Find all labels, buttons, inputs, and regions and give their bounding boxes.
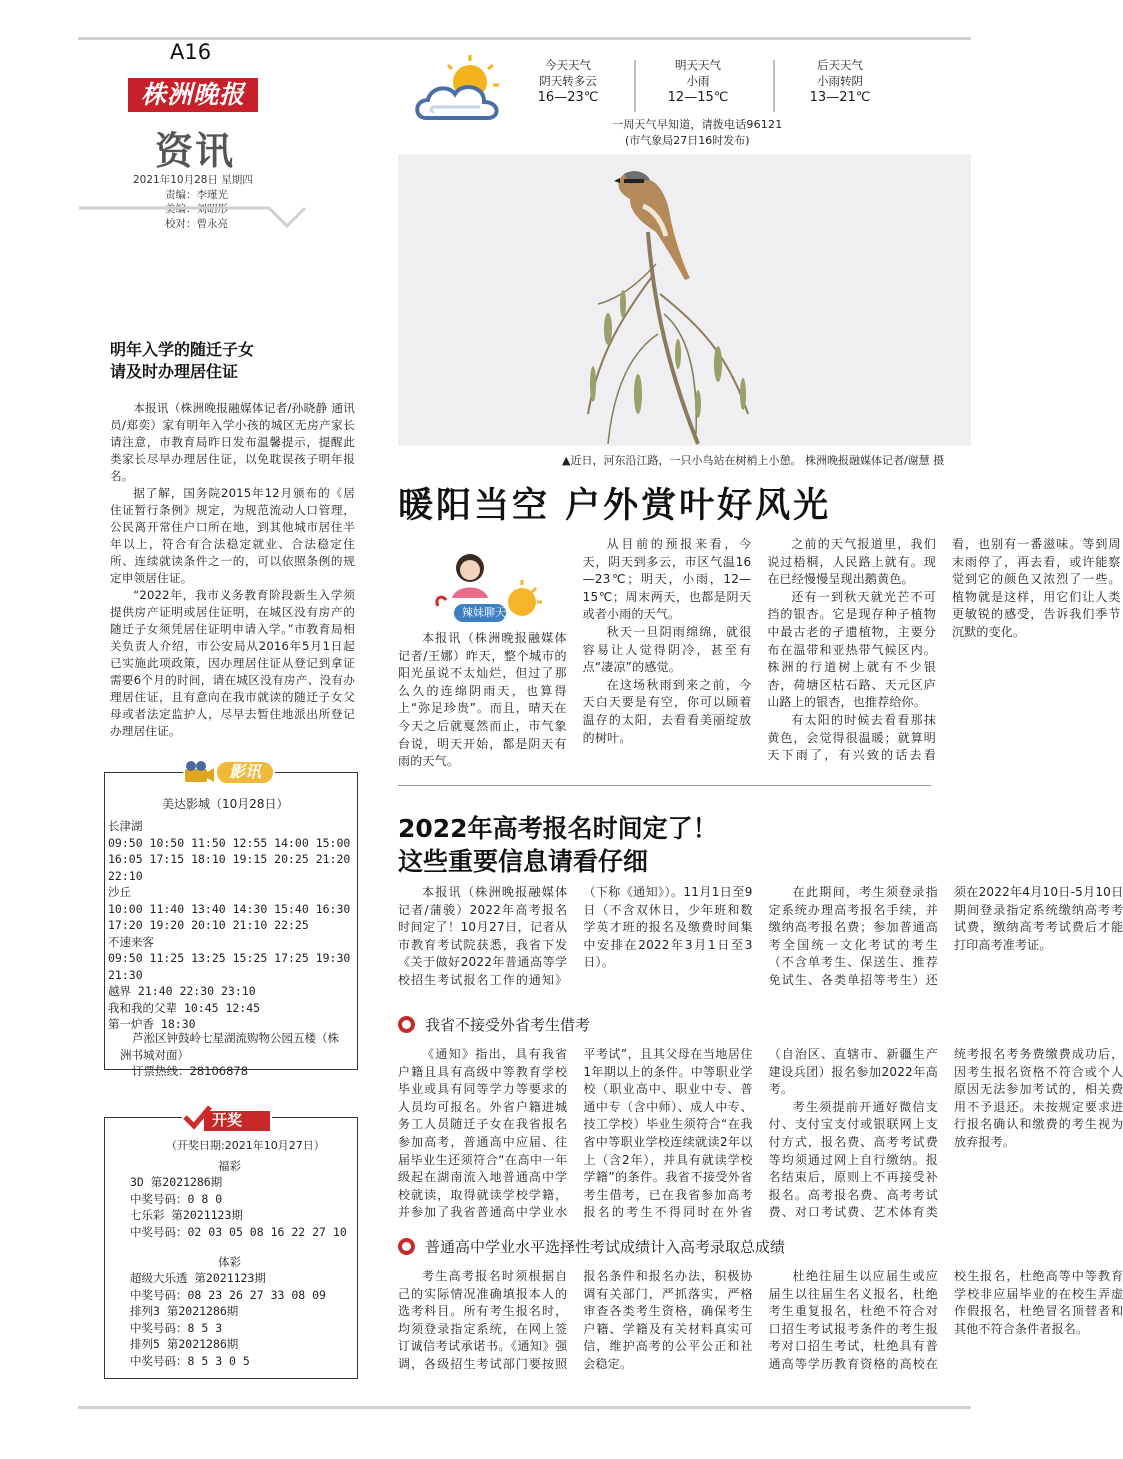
sports-line: 排列5 第2021286期 — [130, 1337, 239, 1351]
cinema-address — [120, 1030, 339, 1080]
left-news-paragraph: 据了解，国务院2015年12月颁布的《居住证暂行条例》规定，为规范流动人口管理，公民离开常住户口所在地，到其他城市居住半年以上，符合有合法稳定就业、合法稳定住所、连续就读条件之一的，可以依照条例的规定申领居住证。 — [110, 486, 355, 585]
weather-source: (市气象局27日16时发布) — [625, 134, 750, 147]
sports-line: 排列3 第2021286期 — [130, 1304, 239, 1318]
showtime-line: 沙丘 — [108, 885, 131, 899]
showtime-line: 越界 21:40 22:30 23:10 — [108, 984, 256, 998]
sports-line: 中奖号码：08 23 26 27 33 08 09 — [130, 1287, 326, 1302]
lottery-badge — [182, 1104, 272, 1132]
left-news-paragraph: 本报讯（株洲晚报融媒体记者/孙晓静 通讯员/郑奕）家有明年入学小孩的城区无房产家长请注意，市教育局昨日发布温馨提示，提醒此类家长尽早办理居住证，以免耽误孩子明年报名。 — [110, 401, 355, 483]
showtime-line: 长津湖 — [108, 819, 143, 833]
column-logo-text: 辣妹聊天 — [462, 606, 506, 619]
gaokao-headline-line2: 这些重要信息请看仔细 — [398, 847, 649, 876]
gaokao-subhead-1-text: 我省不接受外省考生借考 — [425, 1016, 591, 1034]
section-name: 资讯 — [155, 128, 236, 173]
gaokao-sub2-paragraph: 杜绝往届生以应届生或应届生以往届生名义报名，杜绝考生重复报名，杜绝不符合对口招生考试报考条件的考生报考对口招生考试，杜绝具有普通高等学历教育资格的高校在校生报名，杜绝高等中等教育学校非应届毕业的在校生弄虚作假报名，杜绝冒名顶替者和其他不符合条件者报名。 — [768, 1269, 1123, 1371]
gaokao-subhead-2 — [398, 1236, 785, 1257]
welfare-line: 中奖号码：0 8 0 — [130, 1191, 223, 1206]
weather-today-title: 今天天气 — [545, 58, 591, 72]
warm-article-headline: 暖阳当空 户外赏叶好风光 — [398, 486, 832, 526]
welfare-line: 3D 第2021286期 — [130, 1175, 223, 1189]
designer-credit: 美编：刘昭彤 — [165, 203, 228, 215]
cinema-venue: 美达影城（10月28日） — [162, 797, 289, 811]
gaokao-intro-paragraph: 本报讯（株洲晚报融媒体记者/蒲骏）2022年高考报名时间定了！10月27日，记者从市教育考试院获悉，我省下发《关于做好2022年普通高等学校招生考试报名工作的通知》（下称《通知》）。11月1日至9日（不含双休日，少年班和数学英才班的报名及缴费时间集中安排在2022年3月1日至3日）。 — [398, 885, 753, 987]
warm-paragraph: 秋天一旦阴雨绵绵，就很容易让人觉得阴冷，甚至有点“凄凉”的感觉。 — [582, 624, 752, 675]
editor-credit: 责编：李瑾光 — [165, 188, 228, 201]
weather-icon — [410, 52, 510, 132]
top-page-rule — [78, 37, 971, 40]
welfare-heading: 福彩 — [218, 1159, 241, 1173]
page-number: A16 — [170, 40, 212, 64]
lottery-badge-text: 开奖 — [212, 1111, 243, 1129]
warm-paragraph: 有太阳的时候去看看那抹黄色，会觉得很温暖；就算明天下雨了，有兴致的话去看看，也别有一番滋味。等到周末雨停了，再去看，或许能察觉到它的颜色又浓烈了一些。植物就是这样，用它们让人类更敏锐的感受，告诉我们季节沉默的变化。 — [767, 537, 1121, 763]
gaokao-sub2-body — [398, 1268, 1123, 1388]
welfare-line: 七乐彩 第2021123期 — [130, 1208, 243, 1222]
showtime-line: 22:10 — [108, 868, 143, 883]
cinema-hotline: 订票热线：28106878 — [132, 1064, 249, 1078]
showtime-line: 17:20 19:20 20:10 21:10 22:25 — [108, 918, 309, 932]
weather-after-title: 后天天气 — [817, 58, 863, 72]
cinema-address-line1: 芦淞区钟鼓岭七星湖流购物公园五楼（株 — [132, 1031, 339, 1045]
showtime-line: 我和我的父辈 10:45 12:45 — [108, 1000, 261, 1015]
warm-paragraph: 从目前的预报来看，今天，阴天到多云，市区气温16—23℃；明天，小雨，12—15℃；周末两天，也都是阴天或者小雨的天气。 — [582, 537, 752, 622]
showtime-line: 10:00 11:40 13:40 14:30 15:40 16:30 — [108, 901, 351, 916]
warm-paragraph: 本报讯（株洲晚报融媒体记者/王娜）昨天，整个城市的阳光虽说不太灿烂，但过了那么久的连绵阴雨天，也算得上“弥足珍贵”。而且，晴天在今天之后就戛然而止，市气象台说，明天开始，都是阴天有雨的天气。 — [398, 631, 567, 769]
sports-line: 超级大乐透 第2021123期 — [130, 1271, 266, 1285]
sports-heading: 体彩 — [218, 1255, 241, 1269]
cinema-address-line2: 洲书城对面） — [120, 1047, 189, 1062]
gaokao-subhead-1 — [398, 1014, 590, 1035]
showtime-line: 16:05 17:15 18:10 19:15 20:25 21:20 — [108, 852, 351, 866]
cloud-icon — [417, 87, 496, 118]
weather-tomorrow-desc: 小雨 — [686, 74, 710, 88]
welfare-line: 中奖号码：02 03 05 08 16 22 27 10 — [130, 1224, 347, 1239]
left-news-title — [110, 339, 254, 383]
left-news-body — [110, 400, 355, 740]
proof-credit: 校对：曾永亮 — [165, 217, 228, 230]
cinema-badge-text: 影讯 — [228, 762, 261, 781]
weather-day-tomorrow — [652, 57, 744, 106]
warm-paragraph: 还有一到秋天就光芒不可挡的银杏。它是现存种子植物中最古老的孑遗植物，主要分布在温带和亚热带气候区内。株洲的行道树上就有不少银杏，荷塘区枯石路、天元区庐山路上的银杏，也推荐给你。 — [767, 589, 936, 710]
showtime-line: 不速来客 — [108, 934, 154, 949]
weather-divider-1 — [634, 60, 636, 112]
left-news-paragraph: “2022年，我市义务教育阶段新生入学须提供房产证明或居住证明，在城区没有房产的随迁子女须凭居住证明申请入学。”市教育局相关负责人介绍，市公安局从2016年5月1日起已实施此项政策，因办理居住证从登记到拿证需要6个月的时间，请在城区没有房产、没有办理居住证，且有意向在我市就读的随迁子女父母或者法定监护人，尽早去暂住地派出所登记办理居住证。 — [110, 588, 355, 738]
weather-after-desc: 小雨转阴 — [817, 74, 863, 88]
weather-after-temp: 13—21℃ — [809, 90, 871, 105]
cinema-showtimes — [108, 818, 356, 1033]
showtime-line: 第一炉香 18:30 — [108, 1017, 196, 1031]
gaokao-sub1-paragraph: 《通知》指出，具有我省户籍且具有高级中等教育学校毕业或具有同等学力等要求的人员均可报名。外省户籍进城务工人员随迁子女在我省报名参加高考，普通高中应届、往届毕业生还须符合“在高中一年级起在湖南流入地普通高中学校就读，取得就读学校学籍，并参加了我省普通高中学业水平考试”，且其父母在当地居住1年期以上的条件。中等职业学校（职业高中、职业中专、普通中专（含中师）、成人中专、技工学校）毕业生须符合“在我省中等职业学校连续就读2年以上（含2年），并具有就读学校学籍”的条件。我省不接受外省考生借考，已在我省参加高考报名的考生不得同时在外省（自治区、直辖市、新疆生产建设兵团）报名参加2022年高考。 — [398, 1047, 938, 1220]
film-reel-icon — [185, 761, 214, 782]
gaokao-headline — [398, 812, 718, 878]
sports-results — [130, 1270, 358, 1369]
showtime-line: 21:30 — [108, 967, 143, 982]
left-news-title-line1: 明年入学的随迁子女 — [110, 340, 255, 359]
weather-day-after — [794, 57, 886, 106]
gaokao-sub2-paragraph: 考生高考报名时须根据自己的实际情况准确填报本人的选考科目。所有考生报名时，均须登录指定系统，在网上签订诚信考试承诺书。《通知》强调，各级招生考试部门要按照报名条件和报名办法，积极协调有关部门，严抓落实，严格审查各类考生资格，确保考生户籍、学籍及有关材料真实可信，维护高考的公平公正和社会稳定。 — [398, 1269, 753, 1371]
paper-name-logo-text: 株洲晚报 — [140, 80, 245, 109]
red-ring-icon — [398, 1238, 415, 1255]
sports-line: 中奖号码：8 5 3 0 5 — [130, 1353, 250, 1368]
gaokao-sub1-body — [398, 1046, 1123, 1226]
gaokao-intro-paragraph: 在此期间，考生须登录指定系统办理高考报名手续，并缴纳高考报名费；参加普通高考全国统一文化考试的考生（不含单考生、保送生、推荐免试生、各类单招等考生）还须在2022年4月10日-5月10日期间登录指定系统缴纳高考考试费，缴纳高考考试费后才能打印高考准考证。 — [768, 885, 1123, 987]
gaokao-subhead-2-text: 普通高中学业水平选择性考试成绩计入高考录取总成绩 — [425, 1238, 786, 1256]
welfare-results — [130, 1174, 358, 1240]
warm-paragraph: 之前的天气报道里，我们说过梧桐，人民路上就有。现在已经慢慢呈现出鹅黄色。 — [767, 537, 936, 587]
paper-name-logo — [128, 78, 258, 112]
issue-date: 2021年10月28日 星期四 — [133, 174, 253, 186]
gaokao-headline-line1: 2022年高考报名时间定了！ — [398, 814, 718, 843]
photo-caption: ▲近日，河东沿江路，一只小鸟站在树梢上小憩。 株洲晚报融媒体记者/谢慧 摄 — [562, 454, 945, 467]
logo-spacer — [398, 536, 567, 630]
gaokao-intro-body — [398, 884, 1123, 1002]
weather-hotline: 一周天气早知道，请拨电话96121 — [612, 118, 783, 131]
article-separator — [398, 785, 931, 786]
warm-article-body — [398, 536, 1121, 776]
lottery-date: （开奖日期:2021年10月27日） — [166, 1139, 325, 1152]
cinema-badge — [183, 760, 275, 784]
weather-today-desc: 阴天转多云 — [539, 74, 597, 88]
warm-paragraph: 在这场秋雨到来之前，今天白天要是有空，你可以顾着温存的太阳，去看看美丽绽放的树叶。 — [582, 677, 752, 745]
red-ring-icon — [398, 1016, 415, 1033]
weather-tomorrow-temp: 12—15℃ — [667, 90, 729, 105]
weather-day-today — [522, 57, 614, 106]
weather-tomorrow-title: 明天天气 — [675, 58, 721, 72]
masthead-chevron — [79, 206, 301, 246]
gaokao-sub1-paragraph: 考生须提前开通好微信支付、支付宝支付或银联网上支付方式，报名费、高考考试费等均须通过网上自行缴纳。报名结束后，原则上不再接受补报名。高考报名费、高考考试费、对口考试费、艺术体育类统考报名考务费缴费成功后，因考生报名资格不符合或个人原因无法参加考试的，相关费用不予退还。未按规定要求进行报名确认和缴费的考生视为放弃报考。 — [768, 1047, 1123, 1220]
left-news-title-line2: 请及时办理居住证 — [110, 362, 239, 381]
weather-divider-2 — [773, 60, 775, 112]
weather-today-temp: 16—23℃ — [537, 90, 599, 105]
sports-line: 中奖号码：8 5 3 — [130, 1320, 223, 1335]
showtime-line: 09:50 10:50 11:50 12:55 14:00 15:00 — [108, 835, 351, 850]
bottom-page-rule — [78, 1406, 971, 1409]
showtime-line: 09:50 11:25 13:25 15:25 17:25 19:30 — [108, 951, 351, 965]
bird-photo — [398, 154, 971, 446]
